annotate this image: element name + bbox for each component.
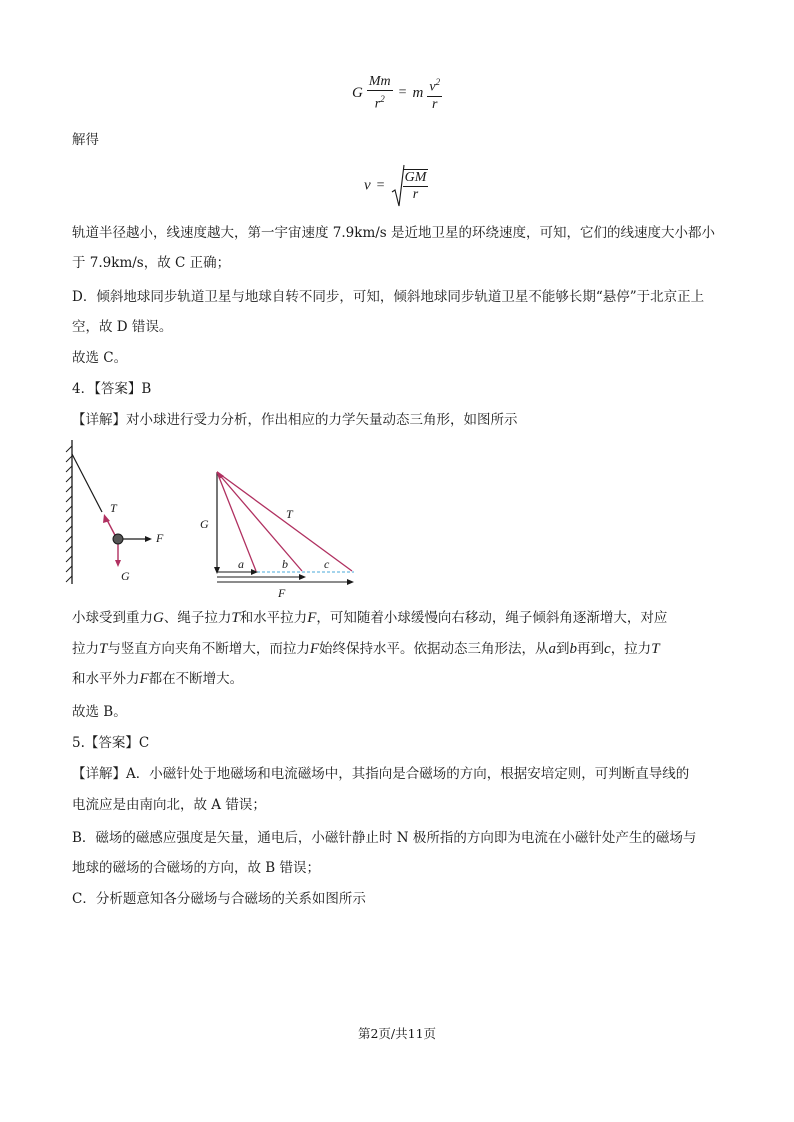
denominator: r <box>412 187 419 202</box>
force-c-arrowhead <box>347 579 354 585</box>
force-f-arrowhead <box>145 536 152 542</box>
paragraph-line: 故选 C。 <box>72 350 128 366</box>
label-b: b <box>282 557 288 571</box>
paragraph-line: 地球的磁场的合磁场的方向，故 B 错误； <box>72 860 321 876</box>
force-a-arrowhead <box>251 569 258 575</box>
dynamic-triangle-diagram <box>192 462 362 600</box>
formula-fraction <box>403 169 429 203</box>
answer-heading: 4．【答案】B <box>72 381 152 397</box>
formula-fraction <box>367 74 393 113</box>
answer-heading: 5.【答案】C <box>72 735 150 751</box>
paragraph-line: D．倾斜地球同步轨道卫星与地球自转不同步，可知，倾斜地球同步轨道卫星不能够长期“悬停”于北京正上 <box>72 289 705 305</box>
label-F: F <box>156 531 164 545</box>
paragraph-line: B．磁场的磁感应强度是矢量，通电后，小磁针静止时 N 极所指的方向即为电流在小磁针处产生的磁场与 <box>72 830 697 846</box>
numerator: Mm <box>368 74 391 89</box>
label-F: F <box>278 586 286 600</box>
formula-velocity <box>364 164 428 208</box>
ball-icon <box>113 534 123 544</box>
denominator: $r^2$ <box>374 94 385 112</box>
label-T: T <box>286 507 293 521</box>
numerator: $v^2$ <box>427 74 442 97</box>
paragraph-line: 【详解】对小球进行受力分析，作出相应的力学矢量动态三角形，如图所示 <box>72 412 518 428</box>
gravity-arrowhead <box>115 560 121 567</box>
paragraph-line: 和水平外力F都在不断增大。 <box>72 671 244 687</box>
equals-sign: = <box>398 85 407 101</box>
paragraph-line: 空，故 D 错误。 <box>72 319 173 335</box>
paragraph-line: 故选 B。 <box>72 704 127 720</box>
paragraph-line: C．分析题意知各分磁场与合磁场的关系如图所示 <box>72 891 366 907</box>
formula-symbol: v <box>364 177 371 194</box>
formula-gravity <box>352 74 442 113</box>
paragraph-line: 于 7.9km/s，故 C 正确； <box>72 255 231 271</box>
label-G: G <box>200 517 209 531</box>
ball-force-diagram <box>60 438 180 586</box>
paragraph-line: 轨道半径越小，线速度越大，第一宇宙速度 7.9km/s 是近地卫星的环绕速度，可知，它们的线速度大小都小 <box>72 225 716 241</box>
paragraph-line: 电流应是由南向北，故 A 错误； <box>72 797 266 813</box>
tension-b-line <box>217 472 302 571</box>
paragraph-line: 小球受到重力G、绳子拉力T和水平拉力F，可知随着小球缓慢向右移动，绳子倾斜角逐渐增大，对应 <box>72 610 668 626</box>
label-a: a <box>238 557 244 571</box>
label-T: T <box>110 501 117 515</box>
label-c: c <box>324 557 330 571</box>
denominator: r <box>432 96 438 112</box>
formula-fraction <box>427 74 442 113</box>
equals-sign: = <box>376 178 385 193</box>
page-footer: 第2页/共11页 <box>357 1026 437 1041</box>
string-line <box>72 454 102 512</box>
force-b-arrowhead <box>299 574 306 580</box>
solve-label: 解得 <box>72 132 99 148</box>
gravity-arrowhead <box>214 567 220 574</box>
formula-symbol: G <box>352 84 363 101</box>
tension-arrowhead <box>217 471 224 479</box>
numerator: GM <box>404 170 427 185</box>
label-G: G <box>121 569 130 583</box>
paragraph-line: 拉力T与竖直方向夹角不断增大，而拉力F始终保持水平。依据动态三角形法，从a到b再到c，拉力T <box>72 641 660 657</box>
tension-arrowhead <box>103 514 110 523</box>
wall-hatching <box>66 446 72 582</box>
formula-symbol: m <box>412 84 424 101</box>
paragraph-line: 【详解】A．小磁针处于地磁场和电流磁场中，其指向是合磁场的方向，根据安培定则，可判断直导线的 <box>72 766 690 782</box>
